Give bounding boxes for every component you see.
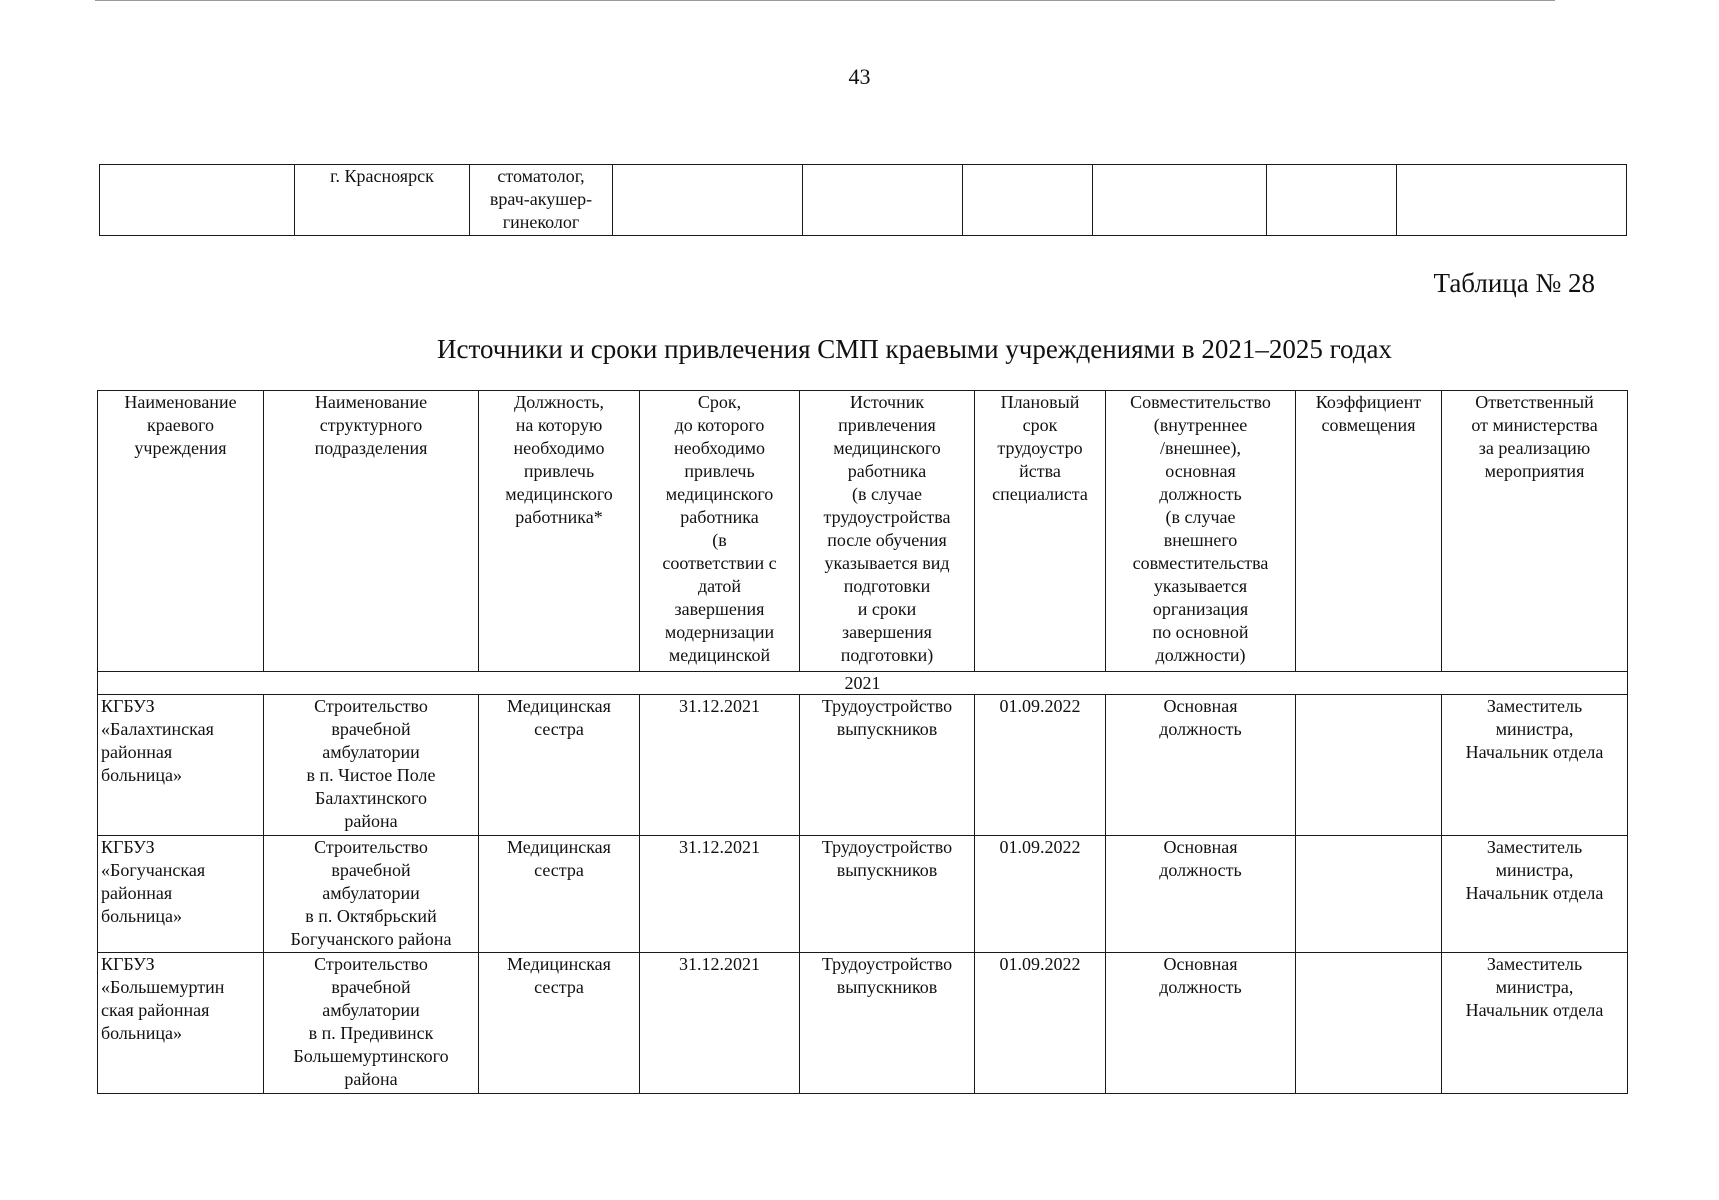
header-cell: Срок, до которого необходимо привлечь медицинского работника (в соответствии с датой завершения модернизации медицинской [640, 391, 800, 672]
combination-cell: Основная должность [1106, 836, 1296, 953]
table-cell [963, 165, 1093, 236]
table-row [100, 165, 1627, 236]
header-cell: Коэффициент совмещения [1296, 391, 1442, 672]
subdivision-cell: Строительство врачебной амбулатории в п. Чистое Поле Балахтинского района [264, 695, 479, 836]
position-cell: Медицинская сестра [479, 695, 640, 836]
subdivision-cell: Строительство врачебной амбулатории в п. Предивинск Большемуртинского района [264, 953, 479, 1094]
coefficient-cell [1296, 953, 1442, 1094]
page-number: 43 [848, 64, 871, 89]
table-row [98, 953, 1628, 1094]
responsible-cell: Заместитель министра, Начальник отдела [1442, 695, 1628, 836]
institution-cell: КГБУЗ «Балахтинская районная больница» [98, 695, 264, 836]
year-row [98, 672, 1628, 695]
source-cell: Трудоустройство выпускников [800, 695, 975, 836]
deadline-cell: 31.12.2021 [640, 695, 800, 836]
header-cell: Наименование краевого учреждения [98, 391, 264, 672]
source-cell: Трудоустройство выпускников [800, 836, 975, 953]
scan-edge-line [95, 0, 1555, 1]
table-cell [1093, 165, 1267, 236]
table-cell [1267, 165, 1397, 236]
table-cell [1397, 165, 1627, 236]
table-label: Таблица № 28 [1433, 268, 1595, 298]
planned-date-cell: 01.09.2022 [975, 953, 1106, 1094]
table-title: Источники и сроки привлечения СМП краевыми учреждениями в 2021–2025 годах [437, 334, 1392, 364]
header-cell: Должность, на которую необходимо привлечь медицинского работника* [479, 391, 640, 672]
header-cell: Плановый срок трудоустро йства специалиста [975, 391, 1106, 672]
table-cell [803, 165, 963, 236]
institution-cell: КГБУЗ «Большемуртин ская районная больница» [98, 953, 264, 1094]
table-cell-position: стоматолог, врач-акушер- гинеколог [470, 165, 613, 236]
source-cell: Трудоустройство выпускников [800, 953, 975, 1094]
main-table [97, 390, 1628, 1094]
header-cell: Ответственный от министерства за реализацию мероприятия [1442, 391, 1628, 672]
coefficient-cell [1296, 695, 1442, 836]
header-cell: Совместительство (внутреннее /внешнее), основная должность (в случае внешнего совместительства указывается организация по основной должности) [1106, 391, 1296, 672]
subdivision-cell: Строительство врачебной амбулатории в п. Октябрьский Богучанского района [264, 836, 479, 953]
responsible-cell: Заместитель министра, Начальник отдела [1442, 836, 1628, 953]
deadline-cell: 31.12.2021 [640, 836, 800, 953]
combination-cell: Основная должность [1106, 953, 1296, 1094]
header-row [98, 391, 1628, 672]
table-cell-city: г. Красноярск [295, 165, 470, 236]
table-cell [613, 165, 803, 236]
table-cell [100, 165, 295, 236]
combination-cell: Основная должность [1106, 695, 1296, 836]
header-cell: Наименование структурного подразделения [264, 391, 479, 672]
position-cell: Медицинская сестра [479, 953, 640, 1094]
planned-date-cell: 01.09.2022 [975, 836, 1106, 953]
planned-date-cell: 01.09.2022 [975, 695, 1106, 836]
year-cell: 2021 [98, 672, 1628, 695]
responsible-cell: Заместитель министра, Начальник отдела [1442, 953, 1628, 1094]
position-cell: Медицинская сестра [479, 836, 640, 953]
table-row [98, 695, 1628, 836]
table-row [98, 836, 1628, 953]
header-cell: Источник привлечения медицинского работника (в случае трудоустройства после обучения указывается вид подготовки и сроки завершения подготовки) [800, 391, 975, 672]
continued-table [99, 164, 1627, 236]
institution-cell: КГБУЗ «Богучанская районная больница» [98, 836, 264, 953]
deadline-cell: 31.12.2021 [640, 953, 800, 1094]
coefficient-cell [1296, 836, 1442, 953]
